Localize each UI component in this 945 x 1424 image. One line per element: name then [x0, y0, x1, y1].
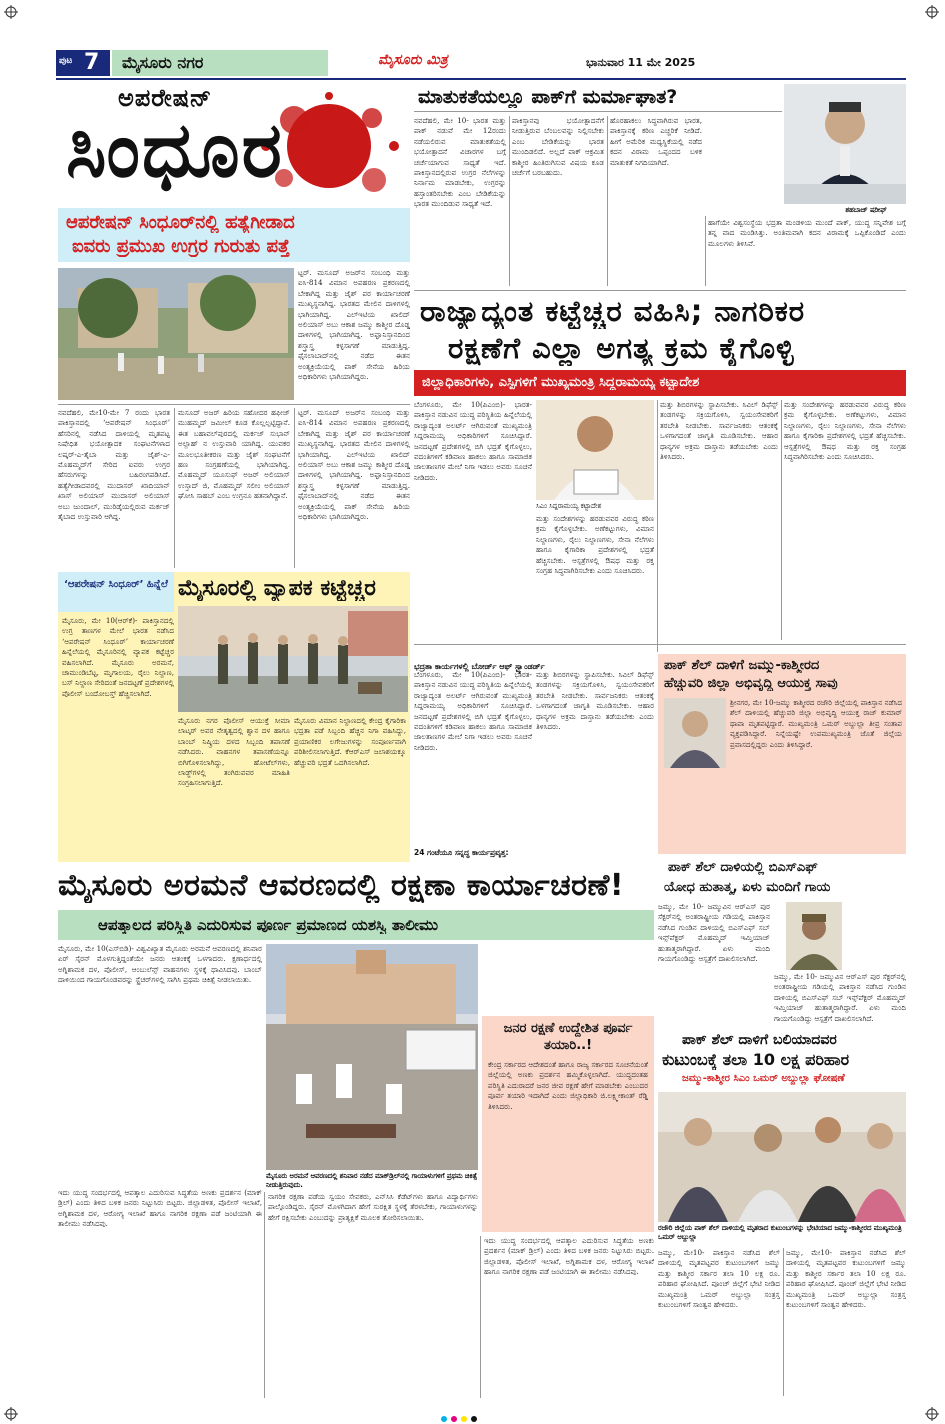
section-name: ಮೈಸೂರು ನಗರ — [122, 53, 204, 72]
terrorists-body-mid: ಮಸೂದ್ ಅಜರ್ ಹಿರಿಯ ಸಹೋದರ ಹಫೀಜ್ ಮುಹಮ್ಮದ್ ಜಮೀಲ್ ಕೂಡ ಕೊಲ್ಲಲ್ಪಟ್ಟಿದ್ದಾನೆ. ಈತ ಬಹಾವಲ್‌ಪುರದಲ್ಲಿ ಮರ್ಕಜ್ ಸುಭಾನ್ ಅಲ್ಲಾಹ್ ನ ಉಸ್ತುವಾರಿ ಯಾಗಿದ್ದ. ಯುವಕರ ಮೂಲಭೂತೀಕರಣ ಮತ್ತು ಜೈಶ್ ಸಂಘಟನೆಗೆ ಹಣ ಸಂಗ್ರಹಣೆಯಲ್ಲಿ ಭಾಗಿಯಾಗಿದ್ದ. ಮೊಹಮ್ಮದ್ ಯೂಸುಫ್ ಅಜರ್ ಅಲಿಯಾಸ್ ಉಸ್ತಾದ್ ಜಿ, ಮೊಹಮ್ಮದ್ ಸಲೀಂ ಅಲಿಯಾಸ್ ಘೋಸಿ ಸಾಹಬ್ ಎಂಬ ಉಗ್ರನೂ ಹತನಾಗಿದ್ದಾನೆ. — [178, 408, 290, 501]
compensation-body-2: ಜಮ್ಮು, ಮೇ10- ಪಾಕಿಸ್ತಾನ ನಡೆಸಿದ ಶೆಲ್ ದಾಳಿಯಲ್ಲಿ ಮೃತಪಟ್ಟವರ ಕುಟುಂಬಗಳಿಗೆ ಜಮ್ಮು ಮತ್ತು ಕಾಶ್ಮೀರ ಸರ್ಕಾರ ತಲಾ 10 ಲಕ್ಷ ರೂ. ಪರಿಹಾರ ಘೋಷಿಸಿದೆ. ಪೂಂಚ್ ಜಿಲ್ಲೆಗೆ ಭೇಟಿ ನೀಡಿದ ಮುಖ್ಯಮಂತ್ರಿ ಒಮರ್ ಅಬ್ದುಲ್ಲಾ ಸಂತ್ರಸ್ತ ಕುಟುಂಬಗಳಿಗೆ ಸಾಂತ್ವನ ಹೇಳಿದರು. — [786, 1248, 906, 1310]
terrorists-body-left: ನವದೆಹಲಿ, ಮೇ10-ಮೇ 7 ರಂದು ಭಾರತ ಪಾಕಿಸ್ತಾನದಲ್ಲಿ ‘ಆಪರೇಷನ್ ಸಿಂಧೂರ್’ ಹೆಸರಿನಲ್ಲಿ ನಡೆಸಿದ ದಾಳಿಯಲ್ಲಿ ಮೃತಪಟ್ಟ ನಿಷೇಧಿತ ಭಯೋತ್ಪಾದಕ ಸಂಘಟನೆಗಳಾದ ಲಷ್ಕರ್-ಎ-ತೈಬಾ ಮತ್ತು ಜೈಶ್-ಎ-ಮೊಹಮ್ಮದ್‌ಗೆ ಸೇರಿದ ಐವರು ಉಗ್ರರ ಹೆಸರುಗಳನ್ನು ಬಹಿರಂಗಪಡಿಸಿದೆ. ಹತ್ಯೆಗೀಡಾದವರಲ್ಲಿ ಮುದಾಸರ್ ಖಾದಿಯಾನ್ ಖಾಸ್ ಅಲಿಯಾಸ್ ಮುದಾಸರ್ ಅಲಿಯಾಸ್ ಅಬು ಜುಂದಾಲ್, ಮುರಿಡ್ಕೆಯಲ್ಲಿರುವ ಮರ್ಕಜ್ ತೈಬಾದ ಉಸ್ತುವಾರಿ ಆಗಿದ್ದ. — [58, 408, 170, 522]
palace-body-4: ಇದು ಯುದ್ಧ ಸಂದರ್ಭದಲ್ಲಿ ಆಪತ್ಕಾಲ ಎದುರಿಸುವ ಸಿದ್ಧತೆಯ ಅಣಕು ಪ್ರದರ್ಶನ (ಮಾಕ್ ಡ್ರಿಲ್) ಎಂದು ತಿಳಿದ ಬಳಿಕ ಜನರು ನಿಟ್ಟುಸಿರು ಬಿಟ್ಟರು. ಜಿಲ್ಲಾಡಳಿತ, ಪೊಲೀಸ್ ಇಲಾಖೆ, ಅಗ್ನಿಶಾಮಕ ದಳ, ಆರೋಗ್ಯ ಇಲಾಖೆ ಹಾಗೂ ನಾಗರಿಕ ರಕ್ಷಣಾ ಪಡೆ ಜಂಟಿಯಾಗಿ ಈ ತಾಲೀಮು ನಡೆಸಿದವು. — [484, 1236, 654, 1277]
compensation-subhead-band — [658, 1072, 906, 1088]
color-dots — [440, 1408, 500, 1416]
pak-body-3: ಹೊರಹಾಕಲು ಸಿದ್ಧವಾಗಿರುವ ಭಾರತ, ಪಾಕಿಸ್ತಾನಕ್ಕೆ ಕಠಿಣ ಎಚ್ಚರಿಕೆ ನೀಡಿದೆ. ಹೀಗೆ ಅಮೆರಿಕ ಮಧ್ಯಸ್ಥಿಕೆಯಲ್ಲಿ ನಡೆದ ಕದನ ವಿರಾಮ ಒಪ್ಪಂದದ ಬಳಿಕ ಮಾತುಕತೆ ನಿಗದಿಯಾಗಿದೆ. — [610, 116, 702, 167]
compensation-headline-2: ಕುಟುಂಬಕ್ಕೆ ತಲಾ 10 ಲಕ್ಷ ಪರಿಹಾರ — [662, 1050, 850, 1069]
terrorists-headline-2: ಐವರು ಪ್ರಮುಖ ಉಗ್ರರ ಗುರುತು ಪತ್ತೆ — [72, 236, 290, 257]
cm-body-4: ಮತ್ತು ಸಂದೇಶಗಳನ್ನು ಹರಡುವವರ ವಿರುದ್ಧ ಕಠಿಣ ಕ್ರಮ ಕೈಗೊಳ್ಳಬೇಕು. ಅಣೆಕಟ್ಟುಗಳು, ವಿಮಾನ ನಿಲ್ದಾಣಗಳು, ರೈಲು ನಿಲ್ದಾಣಗಳು, ಸೇನಾ ನೆಲೆಗಳು ಹಾಗೂ ಕೈಗಾರಿಕಾ ಪ್ರದೇಶಗಳಲ್ಲಿ ಭದ್ರತೆ ಹೆಚ್ಚಿಸಬೇಕು. ಆಸ್ಪತ್ರೆಗಳಲ್ಲಿ ಔಷಧ ಮತ್ತು ರಕ್ತ ಸಂಗ್ರಹ ಸಿದ್ಧವಾಗಿರಿಸಬೇಕು ಎಂದು ಸೂಚಿಸಿದರು. — [784, 400, 906, 462]
pak-body-4: ಹಾಗೆಯೇ ವಿಶ್ವಸಂಸ್ಥೆಯ ಭದ್ರತಾ ಮಂಡಳಿಯ ಮುಂದೆ ಪಾಕ್, ಯುದ್ಧ ಸನ್ನಿವೇಶ ಬಗ್ಗೆ ತನ್ನ ವಾದ ಮಂಡಿಸಿತ್ತು. ಅಂತಿಮವಾಗಿ ಕದನ ವಿರಾಮಕ್ಕೆ ಒಪ್ಪಿಕೊಂಡಿದೆ ಎಂದು ಮೂಲಗಳು ತಿಳಿಸಿವೆ. — [708, 218, 906, 248]
compensation-head — [658, 1032, 906, 1090]
terrorists-divider — [58, 404, 410, 405]
cm-headline-1: ರಾಜ್ಯಾದ್ಯಂತ ಕಟ್ಟೆಚ್ಚರ ವಹಿಸಿ; ನಾಗರಿಕರ — [420, 294, 806, 328]
terrorists-body-right: ಟ್ಟರ್. ಮಸೂದ್ ಅಜರ್‌ನ ಸಂಬಂಧಿ ಮತ್ತು ಐಸಿ-814 ವಿಮಾನ ಅಪಹರಣ ಪ್ರಕರಣದಲ್ಲಿ ಬೇಕಾಗಿದ್ದ ಮತ್ತು ಜೈಶ್ ಪರ ಕಾರ್ಯಾಚರಣೆ ಮುಖ್ಯಸ್ಥನಾಗಿದ್ದ. ಭಾರತದ ಮೇಲಿನ ದಾಳಿಗಳಲ್ಲಿ ಭಾಗಿಯಾಗಿದ್ದ. ಎಲ್‌ಇಟಿಯ ಖಾಲಿದ್ ಅಲಿಯಾಸ್ ಅಬು ಆಕಾಶ ಜಮ್ಮು ಕಾಶ್ಮೀರ ದೊಡ್ಡ ದಾಳಿಗಳಲ್ಲಿ ಭಾಗಿಯಾಗಿದ್ದ. ಅಫ್ಘಾನಿಸ್ತಾನದಿಂದ ಶಸ್ತ್ರಾಸ್ತ್ರ ಕಳ್ಳಸಾಗಣೆ ಮಾಡುತ್ತಿದ್ದ. ಫೈಸಲಾಬಾದ್‌ನಲ್ಲಿ ನಡೆದ ಈತನ ಅಂತ್ಯಕ್ರಿಯೆಯಲ್ಲಿ ಪಾಕ್ ಸೇನೆಯ ಹಿರಿಯ ಅಧಿಕಾರಿಗಳು ಭಾಗಿಯಾಗಿದ್ದರು. — [298, 268, 410, 382]
bsf-body-1: ಜಮ್ಮು, ಮೇ 10- ಜಮ್ಮುವಿನ ಆರ್‌ಎಸ್ ಪುರ ಸೆಕ್ಟರ್‌ನಲ್ಲಿ ಅಂತರಾಷ್ಟ್ರೀಯ ಗಡಿಯಲ್ಲಿ ಪಾಕಿಸ್ತಾನ ನಡೆಸಿದ ಗುಂಡಿನ ದಾಳಿಯಲ್ಲಿ ಬಿಎಸ್‌ಎಫ್ ಸಬ್ ಇನ್ಸ್‌ಪೆಕ್ಟರ್ ಮೊಹಮ್ಮದ್ ಇಮ್ತಿಯಾಜ್ ಹುತಾತ್ಮರಾಗಿದ್ದಾರೆ. ಏಳು ಮಂದಿ ಗಾಯಗೊಂಡಿದ್ದು ಆಸ್ಪತ್ರೆಗೆ ದಾಖಲಿಸಲಾಗಿದೆ. — [658, 902, 770, 964]
cm-sub-box — [414, 654, 652, 671]
page-label-box — [56, 50, 110, 76]
sindoor-logo-small: ಅಪರೇಷನ್ — [118, 84, 213, 112]
cm-body-5: ಬೆಂಗಳೂರು, ಮೇ 10(ಪಿಎಂಬಿ)- ಭಾರತ-ಪಾಕಿಸ್ತಾನ ನಡುವಿನ ಯುದ್ಧ ಪರಿಸ್ಥಿತಿಯ ಹಿನ್ನೆಲೆಯಲ್ಲಿ ರಾಜ್ಯಾದ್ಯಂತ ಅಲರ್ಟ್ ಆಗಿರುವಂತೆ ಮುಖ್ಯಮಂತ್ರಿ ಸಿದ್ದರಾಮಯ್ಯ ಅಧಿಕಾರಿಗಳಿಗೆ ಸೂಚಿಸಿದ್ದಾರೆ. ಜನದಟ್ಟಣೆ ಪ್ರದೇಶಗಳಲ್ಲಿ ಬಿಗಿ ಭದ್ರತೆ ಕೈಗೊಳ್ಳಲು, ವದಂತಿಗಳಿಗೆ ಕಡಿವಾಣ ಹಾಕಲು ಹಾಗೂ ಸಾಮಾಜಿಕ ಜಾಲತಾಣಗಳ ಮೇಲೆ ನಿಗಾ ಇಡಲು ಅವರು ಸೂಚನೆ ನೀಡಿದರು. — [414, 670, 532, 752]
jk-shell-headline-1: ಪಾಕ್ ಶೆಲ್ ದಾಳಿಗೆ ಜಮ್ಮು-ಕಾಶ್ಮೀರದ — [664, 658, 820, 673]
shehbaz-photo — [784, 84, 906, 204]
colrule — [294, 408, 295, 568]
bsf-box — [658, 858, 906, 1030]
colrule — [509, 116, 510, 286]
cm-subhead-band — [414, 370, 906, 396]
mysore-police-photo — [178, 606, 408, 712]
palace-drill-caption: ಮೈಸೂರು ಅರಮನೆ ಆವರಣದಲ್ಲಿ ಶನಿವಾರ ನಡೆದ ಮಾಕ್‌ಡ್ರಿಲ್‌ನಲ್ಲಿ ಗಾಯಾಳುಗಳಿಗೆ ಪ್ರಥಮ ಚಿಕಿತ್ಸೆ ನೀಡುತ್ತಿರುವುದು. — [266, 1172, 478, 1189]
issue-date: ಭಾನುವಾರ 11 ಮೇ 2025 — [586, 56, 696, 69]
colrule — [657, 400, 658, 652]
palace-body-3: ನಾಗರಿಕ ರಕ್ಷಣಾ ಪಡೆಯ ಸ್ವಯಂ ಸೇವಕರು, ಎನ್‌ಸಿಸಿ ಕೆಡೆಟ್‌ಗಳು ಹಾಗೂ ವಿದ್ಯಾರ್ಥಿಗಳು ಪಾಲ್ಗೊಂಡಿದ್ದರು. ಸೈರನ್ ಮೊಳಗಿದಾಗ ಹೇಗೆ ಸುರಕ್ಷಿತ ಸ್ಥಳಕ್ಕೆ ತೆರಳಬೇಕು, ಗಾಯಾಳುಗಳನ್ನು ಹೇಗೆ ರಕ್ಷಿಸಬೇಕು ಎಂಬುದನ್ನು ಪ್ರಾತ್ಯಕ್ಷಿಕೆ ಮೂಲಕ ತೋರಿಸಲಾಯಿತು. — [268, 1192, 478, 1222]
mysore-alert-headline: ಮೈಸೂರಲ್ಲಿ ವ್ಯಾಪಕ ಕಟ್ಟೆಚ್ಚರ — [178, 576, 376, 601]
registration-mark-br — [925, 1406, 939, 1420]
pak-headline: ಮಾತುಕತೆಯಲ್ಲೂ ಪಾಕ್‌ಗೆ ಮರ್ಮಾಘಾತ? — [418, 86, 678, 108]
page-number: 7 — [84, 50, 100, 75]
colrule — [607, 116, 608, 286]
bsf-headline-1: ಪಾಕ್ ಶೆಲ್ ದಾಳಿಯಲ್ಲಿ ಬಿಎಸ್‌ಎಫ್ — [668, 860, 818, 875]
cm-sub-box-2-text: 24 ಗಂಟೆಯೂ ಸನ್ನದ್ಧ ಕಾರ್ಯಪ್ರವೃತ್ತ: — [414, 848, 509, 857]
bsf-body-2: ಜಮ್ಮು, ಮೇ 10- ಜಮ್ಮುವಿನ ಆರ್‌ಎಸ್ ಪುರ ಸೆಕ್ಟರ್‌ನಲ್ಲಿ ಅಂತರಾಷ್ಟ್ರೀಯ ಗಡಿಯಲ್ಲಿ ಪಾಕಿಸ್ತಾನ ನಡೆಸಿದ ಗುಂಡಿನ ದಾಳಿಯಲ್ಲಿ ಬಿಎಸ್‌ಎಫ್ ಸಬ್ ಇನ್ಸ್‌ಪೆಕ್ಟರ್ ಮೊಹಮ್ಮದ್ ಇಮ್ತಿಯಾಜ್ ಹುತಾತ್ಮರಾಗಿದ್ದಾರೆ. ಏಳು ಮಂದಿ ಗಾಯಗೊಂಡಿದ್ದು ಆಸ್ಪತ್ರೆಗೆ ದಾಖಲಿಸಲಾಗಿದೆ. — [774, 972, 906, 1023]
palace-drill-photo — [266, 944, 478, 1170]
palace-body-1: ಮೈಸೂರು, ಮೇ 10(ಎಸ್‌ಬಿಡಿ)- ವಿಶ್ವವಿಖ್ಯಾತ ಮೈಸೂರು ಅರಮನೆ ಆವರಣದಲ್ಲಿ ಶನಿವಾರ ಏರ್ ಸೈರನ್ ಮೊಳಗುತ್ತಿದ್ದಂತೆಯೇ ಜನರು ಆತಂಕಕ್ಕೆ ಒಳಗಾದರು. ಕ್ಷಣಾರ್ಧದಲ್ಲಿ ಅಗ್ನಿಶಾಮಕ ದಳ, ಪೊಲೀಸ್, ಆಂಬುಲೆನ್ಸ್ ವಾಹನಗಳು ಸ್ಥಳಕ್ಕೆ ಧಾವಿಸಿದವು. ಬಾಂಬ್ ದಾಳಿಯಿಂದ ಗಾಯಗೊಂಡವರನ್ನು ಸ್ಟ್ರೆಚರ್‌ಗಳಲ್ಲಿ ಸಾಗಿಸಿ ಪ್ರಥಮ ಚಿಕಿತ್ಸೆ ನೀಡಲಾಯಿತು. — [58, 944, 262, 985]
terrorists-headline-box — [58, 208, 410, 262]
pak-headline-box — [414, 84, 782, 112]
colrule — [480, 1236, 481, 1398]
palace-headline: ಮೈಸೂರು ಅರಮನೆ ಆವರಣದಲ್ಲಿ ರಕ್ಷಣಾ ಕಾರ್ಯಾಚರಣೆ! — [58, 868, 625, 903]
palace-subhead: ಆಪತ್ಕಾಲದ ಪರಿಸ್ಥಿತಿ ಎದುರಿಸುವ ಪೂರ್ಣ ಪ್ರಮಾಣದ ಯಶಸ್ವಿ ತಾಲೀಮು — [98, 916, 439, 934]
palace-box-title: ಜನರ ರಕ್ಷಣೆ ಉದ್ದೇಶಿತ ಪೂರ್ವ ತಯಾರಿ..! — [503, 1021, 633, 1053]
jk-shell-headline-2: ಹೆಚ್ಚುವರಿ ಜಿಲ್ಲಾ ಅಭಿವೃದ್ಧಿ ಆಯುಕ್ತ ಸಾವು — [664, 676, 838, 691]
registration-mark-tl — [4, 4, 18, 18]
mysore-alert-tag — [58, 572, 174, 612]
siddaramaiah-photo — [536, 400, 654, 500]
cm-body-1: ಬೆಂಗಳೂರು, ಮೇ 10(ಪಿಎಂಬಿ)- ಭಾರತ-ಪಾಕಿಸ್ತಾನ ನಡುವಿನ ಯುದ್ಧ ಪರಿಸ್ಥಿತಿಯ ಹಿನ್ನೆಲೆಯಲ್ಲಿ ರಾಜ್ಯಾದ್ಯಂತ ಅಲರ್ಟ್ ಆಗಿರುವಂತೆ ಮುಖ್ಯಮಂತ್ರಿ ಸಿದ್ದರಾಮಯ್ಯ ಅಧಿಕಾರಿಗಳಿಗೆ ಸೂಚಿಸಿದ್ದಾರೆ. ಜನದಟ್ಟಣೆ ಪ್ರದೇಶಗಳಲ್ಲಿ ಬಿಗಿ ಭದ್ರತೆ ಕೈಗೊಳ್ಳಲು, ವದಂತಿಗಳಿಗೆ ಕಡಿವಾಣ ಹಾಕಲು ಹಾಗೂ ಸಾಮಾಜಿಕ ಜಾಲತಾಣಗಳ ಮೇಲೆ ನಿಗಾ ಇಡಲು ಅವರು ಸೂಚನೆ ನೀಡಿದರು. — [414, 400, 532, 482]
terrorists-photo — [58, 268, 294, 400]
omar-caption: ರಜೌರಿ ಜಿಲ್ಲೆಯ ಪಾಕ್ ಶೆಲ್ ದಾಳಿಯಲ್ಲಿ ಮೃತರಾದ ಕುಟುಂಬಗಳನ್ನು ಭೇಟಿಯಾದ ಜಮ್ಮು-ಕಾಶ್ಮೀರದ ಮುಖ್ಯಮಂತ್ರಿ ಒಮರ್ ಅಬ್ದುಲ್ಲಾ — [658, 1224, 902, 1241]
terrorists-body-mid2: ಟ್ಟರ್. ಮಸೂದ್ ಅಜರ್‌ನ ಸಂಬಂಧಿ ಮತ್ತು ಐಸಿ-814 ವಿಮಾನ ಅಪಹರಣ ಪ್ರಕರಣದಲ್ಲಿ ಬೇಕಾಗಿದ್ದ ಮತ್ತು ಜೈಶ್ ಪರ ಕಾರ್ಯಾಚರಣೆ ಮುಖ್ಯಸ್ಥನಾಗಿದ್ದ. ಭಾರತದ ಮೇಲಿನ ದಾಳಿಗಳಲ್ಲಿ ಭಾಗಿಯಾಗಿದ್ದ. ಎಲ್‌ಇಟಿಯ ಖಾಲಿದ್ ಅಲಿಯಾಸ್ ಅಬು ಆಕಾಶ ಜಮ್ಮು ಕಾಶ್ಮೀರ ದೊಡ್ಡ ದಾಳಿಗಳಲ್ಲಿ ಭಾಗಿಯಾಗಿದ್ದ. ಅಫ್ಘಾನಿಸ್ತಾನದಿಂದ ಶಸ್ತ್ರಾಸ್ತ್ರ ಕಳ್ಳಸಾಗಣೆ ಮಾಡುತ್ತಿದ್ದ. ಫೈಸಲಾಬಾದ್‌ನಲ್ಲಿ ನಡೆದ ಈತನ ಅಂತ್ಯಕ್ರಿಯೆಯಲ್ಲಿ ಪಾಕ್ ಸೇನೆಯ ಹಿರಿಯ ಅಧಿಕಾರಿಗಳು ಭಾಗಿಯಾಗಿದ್ದರು. — [298, 408, 410, 522]
bsf-jawan-photo — [786, 902, 842, 970]
colrule — [705, 216, 706, 286]
compensation-body-1: ಜಮ್ಮು, ಮೇ10- ಪಾಕಿಸ್ತಾನ ನಡೆಸಿದ ಶೆಲ್ ದಾಳಿಯಲ್ಲಿ ಮೃತಪಟ್ಟವರ ಕುಟುಂಬಗಳಿಗೆ ಜಮ್ಮು ಮತ್ತು ಕಾಶ್ಮೀರ ಸರ್ಕಾರ ತಲಾ 10 ಲಕ್ಷ ರೂ. ಪರಿಹಾರ ಘೋಷಿಸಿದೆ. ಪೂಂಚ್ ಜಿಲ್ಲೆಗೆ ಭೇಟಿ ನೀಡಿದ ಮುಖ್ಯಮಂತ್ರಿ ಒಮರ್ ಅಬ್ದುಲ್ಲಾ ಸಂತ್ರಸ್ತ ಕುಟುಂಬಗಳಿಗೆ ಸಾಂತ್ವನ ಹೇಳಿದರು. — [658, 1248, 780, 1310]
mysore-alert-body-1: ಮೈಸೂರು, ಮೇ 10(ಆರ್‌ಕೆ)- ಪಾಕಿಸ್ತಾನದಲ್ಲಿ ಉಗ್ರ ತಾಣಗಳ ಮೇಲೆ ಭಾರತ ನಡೆಸಿದ ‘ಆಪರೇಷನ್ ಸಿಂಧೂರ್’ ಕಾರ್ಯಾಚರಣೆ ಹಿನ್ನೆಲೆಯಲ್ಲಿ ಮೈಸೂರಿನಲ್ಲಿ ವ್ಯಾಪಕ ಕಟ್ಟೆಚ್ಚರ ವಹಿಸಲಾಗಿದೆ. ಮೈಸೂರು ಅರಮನೆ, ಚಾಮುಂಡಿಬೆಟ್ಟ, ಮೃಗಾಲಯ, ರೈಲು ನಿಲ್ದಾಣ, ಬಸ್ ನಿಲ್ದಾಣ ಸೇರಿದಂತೆ ಜನದಟ್ಟಣೆ ಪ್ರದೇಶಗಳಲ್ಲಿ ಪೊಲೀಸ್ ಬಂದೋಬಸ್ತ್ ಹೆಚ್ಚಿಸಲಾಗಿದೆ. — [62, 616, 174, 698]
cm-headline-block — [414, 294, 906, 368]
colrule — [783, 1248, 784, 1396]
pak-body-1: ನವದೆಹಲಿ, ಮೇ 10- ಭಾರತ ಮತ್ತು ಪಾಕ್ ನಡುವೆ ಮೇ 12ರಂದು ನಡೆಯಲಿರುವ ಮಾತುಕತೆಯಲ್ಲಿ ಭಯೋತ್ಪಾದನೆ ವಿಚಾರಗಳ ಬಗ್ಗೆ ಚರ್ಚೆಯಾಗುವ ಸಾಧ್ಯತೆ ಇದೆ. ಪಾಕಿಸ್ತಾನದಲ್ಲಿರುವ ಉಗ್ರರ ನೆಲೆಗಳನ್ನು ನಿರ್ನಾಮ ಮಾಡಬೇಕು, ಉಗ್ರರನ್ನು ಹಸ್ತಾಂತರಿಸಬೇಕು ಎಂಬ ಬೇಡಿಕೆಯನ್ನು ಭಾರತ ಮುಂದಿಡುವ ಸಾಧ್ಯತೆ ಇದೆ. — [414, 116, 506, 209]
jk-shell-body: ಶ್ರೀನಗರ, ಮೇ 10-ಜಮ್ಮು ಕಾಶ್ಮೀರದ ರಜೌರಿ ಜಿಲ್ಲೆಯಲ್ಲಿ ಪಾಕಿಸ್ತಾನ ನಡೆಸಿದ ಶೆಲ್ ದಾಳಿಯಲ್ಲಿ ಹೆಚ್ಚುವರಿ ಜಿಲ್ಲಾ ಅಭಿವೃದ್ಧಿ ಆಯುಕ್ತ ರಾಜ್ ಕುಮಾರ್ ಥಾಪಾ ಮೃತಪಟ್ಟಿದ್ದಾರೆ. ಮುಖ್ಯಮಂತ್ರಿ ಒಮರ್ ಅಬ್ದುಲ್ಲಾ ತೀವ್ರ ಸಂತಾಪ ವ್ಯಕ್ತಪಡಿಸಿದ್ದಾರೆ. ನಿನ್ನೆಯಷ್ಟೇ ಉಪಮುಖ್ಯಮಂತ್ರಿ ಜೊತೆ ಜಿಲ್ಲೆಯ ಪ್ರವಾಸದಲ್ಲಿದ್ದರು ಎಂದು ತಿಳಿಸಿದ್ದಾರೆ. — [730, 698, 902, 749]
mysore-alert-body-2: ಮೈಸೂರು ನಗರ ಪೊಲೀಸ್ ಆಯುಕ್ತೆ ಸೀಮಾ ಲಾಟ್ಕರ್ ಅವರ ನೇತೃತ್ವದಲ್ಲಿ ಶ್ವಾನ ದಳ ಹಾಗೂ ಬಾಂಬ್ ನಿಷ್ಕ್ರಿಯ ದಳದ ಸಿಬ್ಬಂದಿ ತಪಾಸಣೆ ನಡೆಸಿದರು. ವಾಹನಗಳ ತಪಾಸಣೆಯನ್ನೂ ಬಿಗಿಗೊಳಿಸಲಾಗಿದ್ದು, ಹೋಟೆಲ್‌ಗಳು, ಲಾಡ್ಜ್‌ಗಳಲ್ಲಿ ತಂಗಿರುವವರ ಮಾಹಿತಿ ಸಂಗ್ರಹಿಸಲಾಗುತ್ತಿದೆ. — [178, 716, 290, 788]
registration-mark-tr — [925, 4, 939, 18]
colrule — [781, 400, 782, 640]
thapa-photo — [664, 698, 726, 768]
page-label: ಪುಟ — [59, 56, 73, 66]
cm-divider — [414, 644, 906, 645]
bsf-headline-2: ಯೋಧ ಹುತಾತ್ಮ, ಏಳು ಮಂದಿಗೆ ಗಾಯ — [664, 880, 831, 895]
sindoor-logo — [58, 84, 410, 204]
pak-divider — [414, 290, 906, 291]
cm-body-6: ಮತ್ತು ಶಿಬಿರಗಳನ್ನು ಸ್ಥಾಪಿಸಬೇಕು. ಸಿವಿಲ್ ಡಿಫೆನ್ಸ್ ತಂಡಗಳನ್ನು ಸಕ್ರಿಯಗೊಳಿಸಿ, ಸ್ವಯಂಸೇವಕರಿಗೆ ತರಬೇತಿ ನೀಡಬೇಕು. ಸಾರ್ವಜನಿಕರು ಆತಂಕಕ್ಕೆ ಒಳಗಾಗದಂತೆ ಜಾಗೃತಿ ಮೂಡಿಸಬೇಕು. ಆಹಾರ ಧಾನ್ಯಗಳ ಅಕ್ರಮ ದಾಸ್ತಾನು ತಡೆಯಬೇಕು ಎಂದು ತಿಳಿಸಿದರು. — [536, 670, 654, 732]
masthead — [56, 48, 906, 80]
siddaramaiah-caption: ಸಿಎಂ ಸಿದ್ದರಾಮಯ್ಯ ಕಟ್ಟಾದೇಶ — [536, 502, 602, 510]
cm-sub-box-2 — [414, 840, 532, 857]
palace-box-body: ಕೇಂದ್ರ ಸರ್ಕಾರದ ಆದೇಶದಂತೆ ಹಾಗೂ ರಾಜ್ಯ ಸರ್ಕಾರದ ಸೂಚನೆಯಂತೆ ಜಿಲ್ಲೆಯಲ್ಲಿ ಅಣಕು ಪ್ರದರ್ಶನ ಹಮ್ಮಿಕೊಳ್ಳಲಾಗಿದೆ. ಯುದ್ಧದಂತಹ ಪರಿಸ್ಥಿತಿ ಎದುರಾದರೆ ಜನರ ಜೀವ ರಕ್ಷಣೆ ಹೇಗೆ ಮಾಡಬೇಕು ಎಂಬುದರ ಪೂರ್ವ ತಯಾರಿ ಇದಾಗಿದೆ ಎಂದು ಜಿಲ್ಲಾಧಿಕಾರಿ ಜಿ.ಲಕ್ಷ್ಮೀಕಾಂತ್ ರೆಡ್ಡಿ ತಿಳಿಸಿದರು. — [488, 1060, 648, 1111]
jk-shell-box — [658, 654, 906, 854]
mysore-alert-tag-text: ‘ಆಪರೇಷನ್ ಸಿಂಧೂರ್’ ಹಿನ್ನೆಲೆ — [64, 579, 168, 590]
mysore-alert-body-3: ಮೈಸೂರು ವಿಮಾನ ನಿಲ್ದಾಣದಲ್ಲಿ ಕೇಂದ್ರ ಕೈಗಾರಿಕಾ ಭದ್ರತಾ ಪಡೆ ಸಿಬ್ಬಂದಿ ಹೆಚ್ಚಿನ ನಿಗಾ ವಹಿಸಿದ್ದು, ಪ್ರಯಾಣಿಕರ ಲಗೇಜುಗಳನ್ನು ಸಂಪೂರ್ಣವಾಗಿ ಪರಿಶೀಲಿಸಲಾಗುತ್ತಿದೆ. ಕೆಆರ್‌ಎಸ್ ಜಲಾಶಯಕ್ಕೂ ಹೆಚ್ಚುವರಿ ಭದ್ರತೆ ಒದಗಿಸಲಾಗಿದೆ. — [294, 716, 406, 767]
terrorists-headline-1: ಆಪರೇಷನ್ ಸಿಂಧೂರ್‌ನಲ್ಲಿ ಹತ್ಯೆಗೀಡಾದ — [66, 212, 295, 233]
registration-mark-bl — [4, 1406, 18, 1420]
compensation-subhead: ಜಮ್ಮು-ಕಾಶ್ಮೀರ ಸಿಎಂ ಒಮರ್ ಅಬ್ದುಲ್ಲಾ ಘೋಷಣೆ — [682, 1073, 845, 1084]
sindoor-logo-big: ಸಿಂಧೂರ — [66, 105, 284, 194]
palace-body-2: ಇದು ಯುದ್ಧ ಸಂದರ್ಭದಲ್ಲಿ ಆಪತ್ಕಾಲ ಎದುರಿಸುವ ಸಿದ್ಧತೆಯ ಅಣಕು ಪ್ರದರ್ಶನ (ಮಾಕ್ ಡ್ರಿಲ್) ಎಂದು ತಿಳಿದ ಬಳಿಕ ಜನರು ನಿಟ್ಟುಸಿರು ಬಿಟ್ಟರು. ಜಿಲ್ಲಾಡಳಿತ, ಪೊಲೀಸ್ ಇಲಾಖೆ, ಅಗ್ನಿಶಾಮಕ ದಳ, ಆರೋಗ್ಯ ಇಲಾಖೆ ಹಾಗೂ ನಾಗರಿಕ ರಕ್ಷಣಾ ಪಡೆ ಜಂಟಿಯಾಗಿ ಈ ತಾಲೀಮು ನಡೆಸಿದವು. — [58, 1188, 262, 1229]
colrule — [264, 1192, 265, 1398]
shehbaz-caption: ಶಹಬಾಜ್ ಷರೀಫ್ — [845, 206, 887, 214]
cm-subhead: ಜಿಲ್ಲಾಧಿಕಾರಿಗಳು, ಎಸ್ಪಿಗಳಿಗೆ ಮುಖ್ಯಮಂತ್ರಿ ಸಿದ್ದರಾಮಯ್ಯ ಕಟ್ಟಾದೇಶ — [422, 375, 700, 390]
pak-body-2: ಪಾಕಿಸ್ತಾನವು ಭಯೋತ್ಪಾದನೆಗೆ ನೀಡುತ್ತಿರುವ ಬೆಂಬಲವನ್ನು ನಿಲ್ಲಿಸಬೇಕು ಎಂಬ ಬೇಡಿಕೆಯನ್ನು ಭಾರತ ಮುಂದಿಡಲಿದೆ. ಅಲ್ಲದೆ ಪಾಕ್ ಆಕ್ರಮಿತ ಕಾಶ್ಮೀರ ಹಿಂತಿರುಗಿಸುವ ವಿಷಯ ಕೂಡ ಚರ್ಚೆಗೆ ಬರಬಹುದು. — [512, 116, 604, 178]
palace-box — [482, 1016, 654, 1232]
mysore-alert-section — [58, 572, 410, 862]
section-box — [112, 50, 328, 76]
palace-subhead-band — [58, 910, 654, 940]
cm-body-3: ಮತ್ತು ಶಿಬಿರಗಳನ್ನು ಸ್ಥಾಪಿಸಬೇಕು. ಸಿವಿಲ್ ಡಿಫೆನ್ಸ್ ತಂಡಗಳನ್ನು ಸಕ್ರಿಯಗೊಳಿಸಿ, ಸ್ವಯಂಸೇವಕರಿಗೆ ತರಬೇತಿ ನೀಡಬೇಕು. ಸಾರ್ವಜನಿಕರು ಆತಂಕಕ್ಕೆ ಒಳಗಾಗದಂತೆ ಜಾಗೃತಿ ಮೂಡಿಸಬೇಕು. ಆಹಾರ ಧಾನ್ಯಗಳ ಅಕ್ರಮ ದಾಸ್ತಾನು ತಡೆಯಬೇಕು ಎಂದು ತಿಳಿಸಿದರು. — [660, 400, 778, 462]
compensation-headline-1: ಪಾಕ್ ಶೆಲ್ ದಾಳಿಗೆ ಬಲಿಯಾದವರ — [682, 1032, 837, 1048]
cm-sub-box-text: ಭದ್ರತಾ ಕಾರ್ಯಗಳಲ್ಲಿ ಬೋರ್ಡ್ ಆಫ್ ಸ್ಟ್ಯಾಂಡರ್ಡ್ — [414, 662, 545, 671]
cm-body-2: ಮತ್ತು ಸಂದೇಶಗಳನ್ನು ಹರಡುವವರ ವಿರುದ್ಧ ಕಠಿಣ ಕ್ರಮ ಕೈಗೊಳ್ಳಬೇಕು. ಅಣೆಕಟ್ಟುಗಳು, ವಿಮಾನ ನಿಲ್ದಾಣಗಳು, ರೈಲು ನಿಲ್ದಾಣಗಳು, ಸೇನಾ ನೆಲೆಗಳು ಹಾಗೂ ಕೈಗಾರಿಕಾ ಪ್ರದೇಶಗಳಲ್ಲಿ ಭದ್ರತೆ ಹೆಚ್ಚಿಸಬೇಕು. ಆಸ್ಪತ್ರೆಗಳಲ್ಲಿ ಔಷಧ ಮತ್ತು ರಕ್ತ ಸಂಗ್ರಹ ಸಿದ್ಧವಾಗಿರಿಸಬೇಕು ಎಂದು ಸೂಚಿಸಿದರು. — [536, 514, 654, 576]
cm-headline-2: ರಕ್ಷಣೆಗೆ ಎಲ್ಲಾ ಅಗತ್ಯ ಕ್ರಮ ಕೈಗೊಳ್ಳಿ — [448, 331, 795, 365]
colrule — [174, 408, 175, 568]
paper-name: ಮೈಸೂರು ಮಿತ್ರ — [378, 52, 448, 68]
omar-photo — [658, 1092, 906, 1222]
masthead-rule — [56, 78, 906, 80]
